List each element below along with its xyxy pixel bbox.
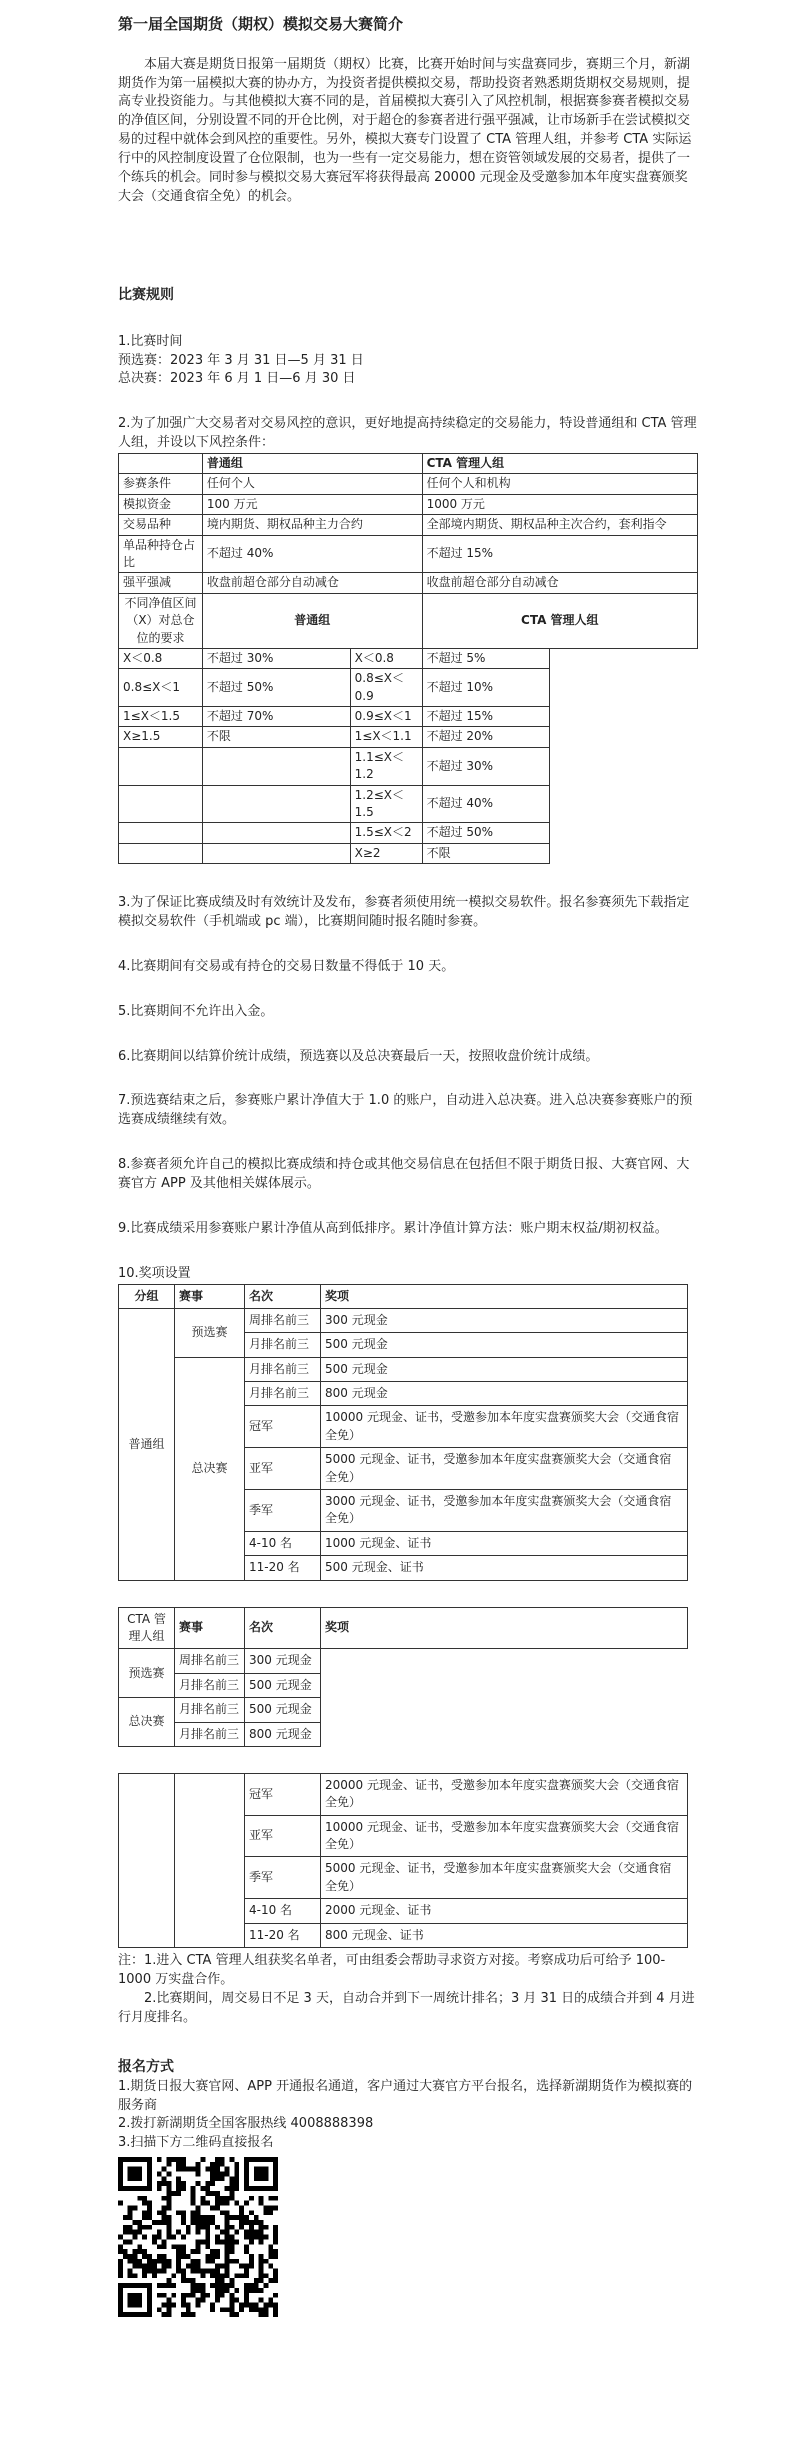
nav-cta-limit: 不超过 10% bbox=[422, 669, 550, 707]
prize-award: 3000 元现金、证书，受邀参加本年度实盘赛颁奖大会（交通食宿全免） bbox=[321, 1490, 688, 1532]
prize-rank: 4-10 名 bbox=[245, 1531, 321, 1555]
nav-row bbox=[119, 785, 698, 823]
cta-header-rank: 名次 bbox=[245, 1607, 321, 1649]
ctrl-rows bbox=[119, 474, 698, 593]
nav-header-normal: 普通组 bbox=[202, 593, 422, 648]
nav-normal-limit: 不超过 50% bbox=[202, 669, 350, 707]
rule-2 bbox=[118, 415, 697, 453]
rule-3-text: 3.为了保证比赛成绩及时有效统计及发布，参赛者须使用统一模拟交易软件。报名参赛须先下载指定模拟交易软件（手机端或 pc 端），比赛期间随时报名随时参赛。 bbox=[118, 895, 690, 930]
prize-award: 300 元现金 bbox=[321, 1308, 688, 1332]
cta-top-prize-rows bbox=[119, 1773, 688, 1947]
prize-rank: 冠军 bbox=[245, 1406, 321, 1448]
prize-notes bbox=[118, 1952, 697, 2027]
ctrl-row-cta: 任何个人和机构 bbox=[422, 474, 697, 494]
prize-rank: 月排名前三 bbox=[245, 1357, 321, 1381]
nav-label: 不同净值区间（X）对总仓位的要求 bbox=[119, 593, 203, 648]
prize-rank: 周排名前三 bbox=[175, 1649, 245, 1673]
signup-line-3: 3.扫描下方二维码直接报名 bbox=[118, 2135, 274, 2151]
rule-4-text: 4.比赛期间有交易或有持仓的交易日数量不得低于 10 天。 bbox=[118, 958, 455, 974]
prize-row bbox=[119, 1722, 688, 1746]
prize-header-stage: 赛事 bbox=[175, 1284, 245, 1308]
nav-cta-limit: 不超过 30% bbox=[422, 747, 550, 785]
rule-1-prelim: 预选赛：2023 年 3 月 31 日—5 月 31 日 bbox=[118, 352, 364, 368]
prize-table-cta-top bbox=[118, 1773, 688, 1948]
nav-normal-range: X≥1.5 bbox=[119, 727, 203, 747]
prize-row bbox=[119, 1698, 688, 1722]
ctrl-row-normal: 境内期货、期权品种主力合约 bbox=[202, 515, 422, 535]
nav-normal-empty bbox=[119, 747, 203, 785]
nav-cta-range: 0.9≤X＜1 bbox=[350, 707, 422, 727]
prize-rank: 月排名前三 bbox=[245, 1333, 321, 1357]
ctrl-row-label: 模拟资金 bbox=[119, 494, 203, 514]
signup-line-1: 1.期货日报大赛官网、APP 开通报名通道，客户通过大赛官方平台报名，选择新湖期货作为模拟赛的服务商 bbox=[118, 2078, 693, 2113]
nav-normal-range: X＜0.8 bbox=[119, 648, 203, 668]
prize-rank: 周排名前三 bbox=[245, 1308, 321, 1332]
nav-row bbox=[119, 843, 698, 863]
nav-cta-limit: 不超过 5% bbox=[422, 648, 550, 668]
ctrl-row-normal: 不超过 40% bbox=[202, 535, 422, 573]
rule-9 bbox=[118, 1220, 697, 1239]
nav-normal-range: 0.8≤X＜1 bbox=[119, 669, 203, 707]
prize-rank: 冠军 bbox=[245, 1773, 321, 1815]
nav-row bbox=[119, 648, 698, 668]
prize-award: 5000 元现金、证书，受邀参加本年度实盘赛颁奖大会（交通食宿全免） bbox=[321, 1857, 688, 1899]
intro-paragraph: 本届大赛是期货日报第一届期货（期权）比赛，比赛开始时间与实盘赛同步，赛期三个月，新湖期货作为第一届模拟大赛的协办方，为投资者提供模拟交易，帮助投资者熟悉期货期权交易规则，提高专业投资能力。与其他模拟大赛不同的是，首届模拟大赛引入了风控机制，根据赛参赛者模拟交易的净值区间，分别设置不同的开仓比例，对于超仓的参赛者进行强平强减，让市场新手在尝试模拟交易的过程中就体会到风控的重要性。另外，模拟大赛专门设置了 CTA 管理人组，并参考 CTA 实际运行中的风控制度设置了仓位限制，也为一些有一定交易能力，想在资管领域发展的交易者，提供了一个练兵的机会。同时参与模拟交易大赛冠军将获得最高 20000 元现金及受邀参加本年度实盘赛颁奖大会（交通食宿全免）的机会。 bbox=[118, 56, 692, 204]
rule-8 bbox=[118, 1156, 697, 1194]
prize-row bbox=[119, 1357, 688, 1381]
nav-row bbox=[119, 669, 698, 707]
nav-cta-limit: 不限 bbox=[422, 843, 550, 863]
prize-table-normal bbox=[118, 1284, 688, 1581]
prize-award: 300 元现金 bbox=[245, 1649, 321, 1673]
nav-normal-limit: 不限 bbox=[202, 727, 350, 747]
prize-row bbox=[119, 1673, 688, 1697]
nav-cta-limit: 不超过 20% bbox=[422, 727, 550, 747]
normal-group-name: 普通组 bbox=[119, 1308, 175, 1580]
nav-normal-empty bbox=[202, 843, 350, 863]
rule-6 bbox=[118, 1048, 697, 1067]
prize-award: 800 元现金、证书 bbox=[321, 1923, 688, 1947]
nav-rows bbox=[119, 648, 698, 863]
rule-10-head: 10.奖项设置 bbox=[118, 1265, 191, 1281]
rule-9-text: 9.比赛成绩采用参赛账户累计净值从高到低排序。累计净值计算方法：账户期末权益/期初权益。 bbox=[118, 1220, 668, 1236]
prize-row bbox=[119, 1308, 688, 1332]
rule-1-final: 总决赛：2023 年 6 月 1 日—6 月 30 日 bbox=[118, 371, 356, 387]
rule-2-text: 2.为了加强广大交易者对交易风控的意识，更好地提高持续稳定的交易能力，特设普通组和 CTA 管理人组，并设以下风控条件： bbox=[118, 416, 697, 451]
qr-code-icon[interactable] bbox=[118, 2157, 278, 2317]
prize-award: 1000 元现金、证书 bbox=[321, 1531, 688, 1555]
prize-row bbox=[119, 1649, 688, 1673]
prize-award: 10000 元现金、证书，受邀参加本年度实盘赛颁奖大会（交通食宿全免） bbox=[321, 1815, 688, 1857]
prize-table-cta bbox=[118, 1607, 688, 1747]
nav-cta-range: 1≤X＜1.1 bbox=[350, 727, 422, 747]
ctrl-row-label: 强平强减 bbox=[119, 573, 203, 593]
rule-5-text: 5.比赛期间不允许出入金。 bbox=[118, 1003, 274, 1019]
rule-6-text: 6.比赛期间以结算价统计成绩，预选赛以及总决赛最后一天，按照收盘价统计成绩。 bbox=[118, 1048, 599, 1064]
normal-final-stage: 总决赛 bbox=[175, 1357, 245, 1580]
rule-7 bbox=[118, 1092, 697, 1130]
nav-normal-empty bbox=[202, 823, 350, 843]
prize-header-award: 奖项 bbox=[321, 1284, 688, 1308]
ctrl-row-normal: 收盘前超仓部分自动减仓 bbox=[202, 573, 422, 593]
ctrl-row-normal: 任何个人 bbox=[202, 474, 422, 494]
ctrl-row-cta: 全部境内期货、期权品种主次合约，套利指令 bbox=[422, 515, 697, 535]
cta-top-empty-group bbox=[119, 1773, 175, 1947]
cta-final-stage: 总决赛 bbox=[119, 1698, 175, 1747]
prize-header-rank: 名次 bbox=[245, 1284, 321, 1308]
prize-award: 800 元现金 bbox=[321, 1382, 688, 1406]
prize-award: 800 元现金 bbox=[245, 1722, 321, 1746]
cta-top-empty-stage bbox=[175, 1773, 245, 1947]
prize-rank: 月排名前三 bbox=[245, 1382, 321, 1406]
rule-3 bbox=[118, 894, 697, 932]
prize-rank: 4-10 名 bbox=[245, 1899, 321, 1923]
nav-normal-empty bbox=[119, 843, 203, 863]
cta-prize-rows bbox=[119, 1649, 688, 1747]
prize-rank: 月排名前三 bbox=[175, 1673, 245, 1697]
nav-cta-range: 1.2≤X＜1.5 bbox=[350, 785, 422, 823]
nav-cta-range: X≥2 bbox=[350, 843, 422, 863]
nav-cta-range: 0.8≤X＜0.9 bbox=[350, 669, 422, 707]
prize-award: 500 元现金 bbox=[245, 1698, 321, 1722]
note-2: 2.比赛期间，周交易日不足 3 天，自动合并到下一周统计排名；3 月 31 日的成绩合并到 4 月进行月度排名。 bbox=[118, 1990, 695, 2025]
prize-rank: 11-20 名 bbox=[245, 1556, 321, 1580]
prize-rank: 月排名前三 bbox=[175, 1698, 245, 1722]
rule-1 bbox=[118, 333, 697, 390]
prize-rank: 11-20 名 bbox=[245, 1923, 321, 1947]
signup-section bbox=[118, 2057, 697, 2317]
ctrl-row bbox=[119, 515, 698, 535]
nav-normal-range: 1≤X＜1.5 bbox=[119, 707, 203, 727]
nav-row bbox=[119, 747, 698, 785]
risk-control-table bbox=[118, 453, 698, 864]
cta-group-name: CTA 管理人组 bbox=[119, 1607, 175, 1649]
prize-award: 2000 元现金、证书 bbox=[321, 1899, 688, 1923]
prize-award: 500 元现金 bbox=[245, 1673, 321, 1697]
ctrl-row-label: 单品种持仓占比 bbox=[119, 535, 203, 573]
nav-row bbox=[119, 707, 698, 727]
ctrl-header-normal: 普通组 bbox=[202, 454, 422, 474]
ctrl-row-normal: 100 万元 bbox=[202, 494, 422, 514]
ctrl-row-cta: 不超过 15% bbox=[422, 535, 697, 573]
nav-cta-limit: 不超过 50% bbox=[422, 823, 550, 843]
rule-8-text: 8.参赛者须允许自己的模拟比赛成绩和持仓或其他交易信息在包括但不限于期货日报、大赛官网、大赛官方 APP 及其他相关媒体展示。 bbox=[118, 1157, 690, 1191]
ctrl-header-cta: CTA 管理人组 bbox=[422, 454, 697, 474]
nav-normal-limit: 不超过 70% bbox=[202, 707, 350, 727]
ctrl-row-label: 参赛条件 bbox=[119, 474, 203, 494]
prize-award: 5000 元现金、证书，受邀参加本年度实盘赛颁奖大会（交通食宿全免） bbox=[321, 1448, 688, 1490]
nav-normal-empty bbox=[202, 747, 350, 785]
prize-row bbox=[119, 1773, 688, 1815]
ctrl-row bbox=[119, 573, 698, 593]
ctrl-row bbox=[119, 494, 698, 514]
ctrl-row-label: 交易品种 bbox=[119, 515, 203, 535]
nav-normal-limit: 不超过 30% bbox=[202, 648, 350, 668]
nav-normal-empty bbox=[202, 785, 350, 823]
rule-1-head: 1.比赛时间 bbox=[118, 333, 183, 349]
nav-cta-range: 1.1≤X＜1.2 bbox=[350, 747, 422, 785]
prize-header-group: 分组 bbox=[119, 1284, 175, 1308]
prize-award: 500 元现金、证书 bbox=[321, 1556, 688, 1580]
nav-row bbox=[119, 727, 698, 747]
nav-cta-limit: 不超过 40% bbox=[422, 785, 550, 823]
nav-cta-limit: 不超过 15% bbox=[422, 707, 550, 727]
nav-cta-range: X＜0.8 bbox=[350, 648, 422, 668]
nav-normal-empty bbox=[119, 785, 203, 823]
page-title: 第一届全国期货（期权）模拟交易大赛简介 bbox=[118, 15, 404, 33]
ctrl-corner bbox=[119, 454, 203, 474]
prize-award: 20000 元现金、证书，受邀参加本年度实盘赛颁奖大会（交通食宿全免） bbox=[321, 1773, 688, 1815]
rules-heading: 比赛规则 bbox=[118, 286, 174, 303]
nav-normal-empty bbox=[119, 823, 203, 843]
normal-prize-rows bbox=[119, 1308, 688, 1580]
cta-prelim-stage: 预选赛 bbox=[119, 1649, 175, 1698]
cta-header-award: 奖项 bbox=[321, 1607, 688, 1649]
prize-rank: 亚军 bbox=[245, 1815, 321, 1857]
normal-prelim-stage: 预选赛 bbox=[175, 1308, 245, 1357]
rule-4 bbox=[118, 958, 697, 977]
rule-7-text: 7.预选赛结束之后，参赛账户累计净值大于 1.0 的账户，自动进入总决赛。进入总决赛参赛账户的预选赛成绩继续有效。 bbox=[118, 1093, 693, 1128]
nav-row bbox=[119, 823, 698, 843]
rule-5 bbox=[118, 1003, 697, 1022]
prize-rank: 亚军 bbox=[245, 1448, 321, 1490]
ctrl-row-cta: 收盘前超仓部分自动减仓 bbox=[422, 573, 697, 593]
ctrl-row-cta: 1000 万元 bbox=[422, 494, 697, 514]
cta-header-stage: 赛事 bbox=[175, 1607, 245, 1649]
prize-rank: 月排名前三 bbox=[175, 1722, 245, 1746]
prize-award: 10000 元现金、证书，受邀参加本年度实盘赛颁奖大会（交通食宿全免） bbox=[321, 1406, 688, 1448]
signup-line-2: 2.拨打新湖期货全国客服热线 4008888398 bbox=[118, 2116, 374, 2132]
ctrl-row bbox=[119, 474, 698, 494]
prize-rank: 季军 bbox=[245, 1490, 321, 1532]
nav-cta-range: 1.5≤X＜2 bbox=[350, 823, 422, 843]
prize-award: 500 元现金 bbox=[321, 1357, 688, 1381]
prize-award: 500 元现金 bbox=[321, 1333, 688, 1357]
nav-header-cta: CTA 管理人组 bbox=[422, 593, 697, 648]
prize-rank: 季军 bbox=[245, 1857, 321, 1899]
signup-title: 报名方式 bbox=[118, 2059, 174, 2076]
ctrl-row bbox=[119, 535, 698, 573]
note-1: 注：1.进入 CTA 管理人组获奖名单者，可由组委会帮助寻求资方对接。考察成功后可给予 100-1000 万实盘合作。 bbox=[118, 1953, 666, 1987]
